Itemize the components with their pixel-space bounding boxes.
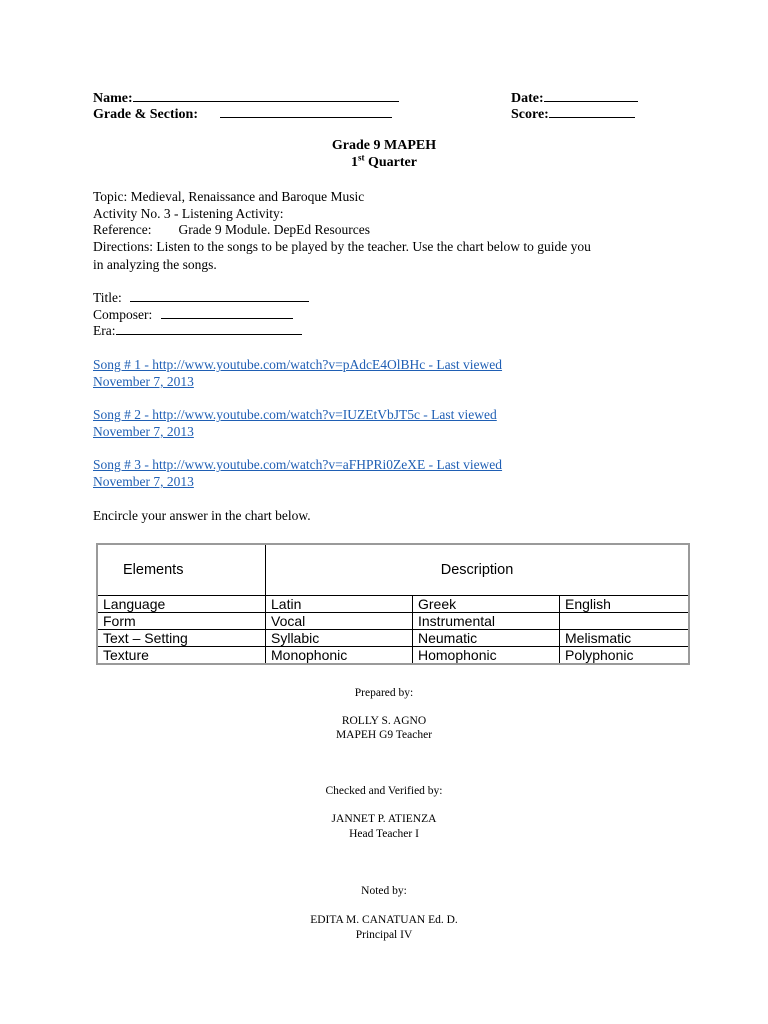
quarter-ordinal: st (358, 152, 365, 163)
checked-by-name: JANNET P. ATIENZA (331, 813, 437, 825)
chart-row-form (97, 613, 689, 630)
song-1-link-line-1[interactable]: Song # 1 - http://www.youtube.com/watch?v=pAdcE4OlBHc - Last viewed (93, 357, 503, 372)
noted-by-label: Noted by: (361, 885, 407, 897)
title-blank[interactable] (130, 289, 309, 302)
noted-by-title: Principal IV (355, 929, 413, 941)
reference-label: Reference: (93, 222, 152, 237)
quarter-number: 1 (351, 155, 358, 170)
score-label: Score: (511, 107, 549, 122)
element-cell: Language (97, 596, 266, 613)
option-cell[interactable]: Syllabic (266, 630, 413, 647)
chart-row-text-setting (97, 630, 689, 647)
chart-header-row (97, 544, 689, 596)
option-cell[interactable]: Vocal (266, 613, 413, 630)
reference-line (93, 221, 370, 238)
era-field (93, 322, 302, 339)
elements-header: Elements (97, 544, 266, 596)
grade-section-blank[interactable] (220, 105, 392, 118)
prepared-by-label: Prepared by: (354, 687, 414, 699)
era-blank[interactable] (116, 322, 302, 335)
option-cell[interactable]: Latin (266, 596, 413, 613)
quarter-text: Quarter (364, 155, 417, 170)
option-cell[interactable]: Instrumental (413, 613, 560, 630)
prepared-by-title: MAPEH G9 Teacher (335, 729, 433, 741)
song-3-link-line-1[interactable]: Song # 3 - http://www.youtube.com/watch?v=aFHPRi0ZeXE - Last viewed (93, 457, 503, 472)
song-1-link-line-2[interactable]: November 7, 2013 (93, 374, 194, 389)
composer-field (93, 306, 293, 323)
era-label: Era: (93, 323, 116, 338)
name-blank[interactable] (133, 89, 399, 102)
option-cell[interactable]: Polyphonic (560, 647, 690, 665)
directions-line-1: Directions: Listen to the songs to be played by the teacher. Use the chart below to guide you (93, 239, 591, 254)
checked-by-label: Checked and Verified by: (325, 785, 443, 797)
quarter-subtitle (0, 152, 768, 171)
element-cell: Form (97, 613, 266, 630)
activity-line: Activity No. 3 - Listening Activity: (93, 206, 284, 221)
chart-row-language (97, 596, 689, 613)
grade-section-label: Grade & Section: (93, 107, 198, 122)
date-label: Date: (511, 91, 544, 106)
song-2-link-line-2[interactable]: November 7, 2013 (93, 424, 194, 439)
checked-by-title: Head Teacher I (349, 828, 419, 840)
option-cell[interactable]: English (560, 596, 690, 613)
title-label: Title: (93, 290, 122, 305)
element-cell: Text – Setting (97, 630, 266, 647)
option-cell (560, 613, 690, 630)
song-2-link-line-1[interactable]: Song # 2 - http://www.youtube.com/watch?v=IUZEtVbJT5c - Last viewed (93, 407, 497, 422)
option-cell[interactable]: Homophonic (413, 647, 560, 665)
composer-label: Composer: (93, 307, 153, 322)
composer-blank[interactable] (161, 306, 293, 319)
chart-row-texture (97, 647, 689, 665)
option-cell[interactable]: Monophonic (266, 647, 413, 665)
noted-by-name: EDITA M. CANATUAN Ed. D. (310, 914, 458, 926)
date-blank[interactable] (544, 89, 638, 102)
title-field (93, 289, 309, 306)
prepared-by-name: ROLLY S. AGNO (341, 715, 427, 727)
reference-value: Grade 9 Module. DepEd Resources (178, 222, 371, 237)
elements-chart (96, 543, 690, 665)
element-cell: Texture (97, 647, 266, 665)
description-header: Description (266, 544, 690, 596)
option-cell[interactable]: Greek (413, 596, 560, 613)
topic-line: Topic: Medieval, Renaissance and Baroque Music (93, 189, 365, 204)
option-cell[interactable]: Neumatic (413, 630, 560, 647)
option-cell[interactable]: Melismatic (560, 630, 690, 647)
grade-section-field (93, 105, 392, 123)
name-label: Name: (93, 91, 133, 106)
score-field (511, 105, 635, 123)
song-3-link-line-2[interactable]: November 7, 2013 (93, 474, 194, 489)
chart-instruction: Encircle your answer in the chart below. (93, 508, 311, 523)
score-blank[interactable] (549, 105, 635, 118)
directions-line-2: in analyzing the songs. (93, 257, 217, 272)
page-title: Grade 9 MAPEH (331, 138, 437, 153)
